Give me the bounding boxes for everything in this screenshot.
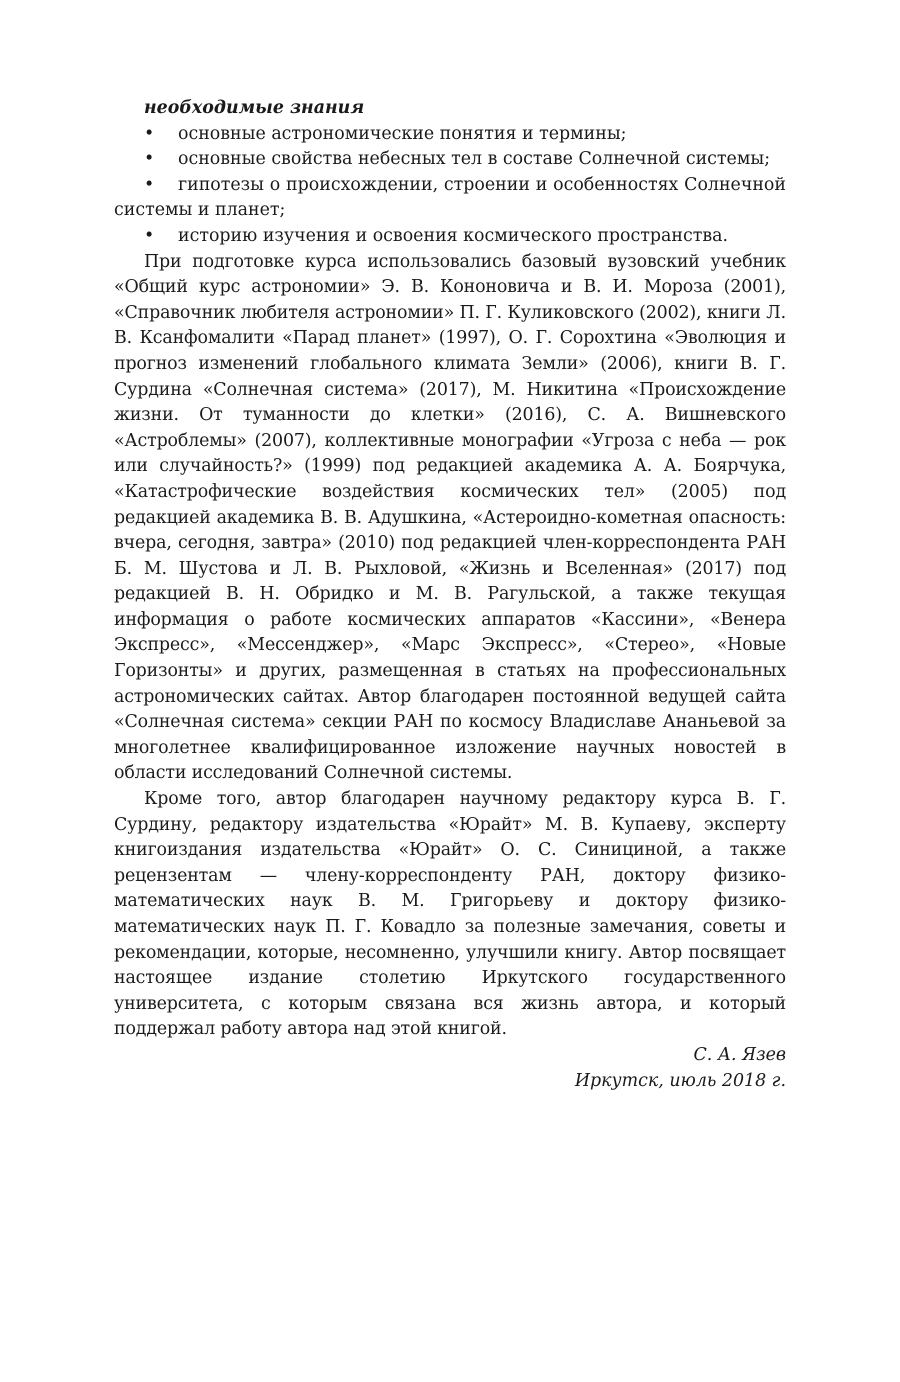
paragraph-acknowledgements: Кроме того, автор благодарен научному редактору курса В. Г. Сурдину, редактору издательства «Юрайт» М. В. Купаеву, эксперту книгоиздания издательства «Юрайт» О. С. Синициной, а также рецензентам — члену-корреспонденту РАН, доктору физико-математических наук В. М. Григорьеву и доктору физико-математических наук П. Г. Ковадло за полезные замечания, советы и рекомендации, которые, несомненно, улучшили книгу. Автор посвящает настоящее издание столетию Иркутского государственного университета, с которым связана вся жизнь автора, и который поддержал работу автора над этой книгой. [114,789,786,1040]
list-item [114,147,786,173]
section-heading: необходимые знания [144,98,365,118]
paragraph-sources: При подготовке курса использовались базовый вузовский учебник «Общий курс астрономии» Э. В. Кононовича и В. И. Мороза (2001), «Справочник любителя астрономии» П. Г. Куликовского (2002), книги Л. В. Ксанфомалити «Парад планет» (1997), О. Г. Сорохтина «Эволюция и прогноз изменений глобального климата Земли» (2006), книги В. Г. Сурдина «Солнечная система» (2017), М. Никитина «Происхождение жизни. От туманности до клетки» (2016), С. А. Вишневского «Астроблемы» (2007), коллективные монографии «Угроза с неба — рок или случайность?» (1999) под редакцией академика А. А. Боярчука, «Катастрофические воздействия космических тел» (2005) под редакцией академика В. В. Адушкина, «Астероидно-кометная опасность: вчера, сегодня, завтра» (2010) под редакцией член-корреспондента РАН Б. М. Шустова и Л. В. Рыхловой, «Жизнь и Вселенная» (2017) под редакцией В. Н. Обридко и М. В. Рагульской, а также текущая информация о работе космических аппаратов «Кассини», «Венера Экспресс», «Мессенджер», «Марс Экспресс», «Стерео», «Новые Горизонты» и других, размещенная в статьях на профессиональных астрономических сайтах. Автор благодарен постоянной ведущей сайта «Солнечная система» секции РАН по космосу Владиславе Ананьевой за многолетнее квалифицированное изложение научных новостей в области исследований Солнечной системы. [114,251,786,784]
list-item-text: основные свойства небесных тел в составе Солнечной системы; [178,149,771,170]
list-item-text: гипотезы о происхождении, строении и особенностях Солнечной системы и планет; [114,174,786,221]
bullet-icon: • [144,225,155,246]
bullet-icon: • [144,149,155,170]
list-item [114,224,786,250]
signature-author: С. А. Язев [693,1044,786,1065]
list-item-text: историю изучения и освоения космического пространства. [178,225,729,246]
knowledge-list [114,122,786,250]
list-item [114,122,786,148]
list-item-text: основные астрономические понятия и термины; [178,123,627,144]
page-body [114,96,786,1094]
list-item [114,173,786,224]
signature-place-date: Иркутск, июль 2018 г. [574,1070,786,1091]
bullet-icon: • [144,174,155,195]
bullet-icon: • [144,123,155,144]
